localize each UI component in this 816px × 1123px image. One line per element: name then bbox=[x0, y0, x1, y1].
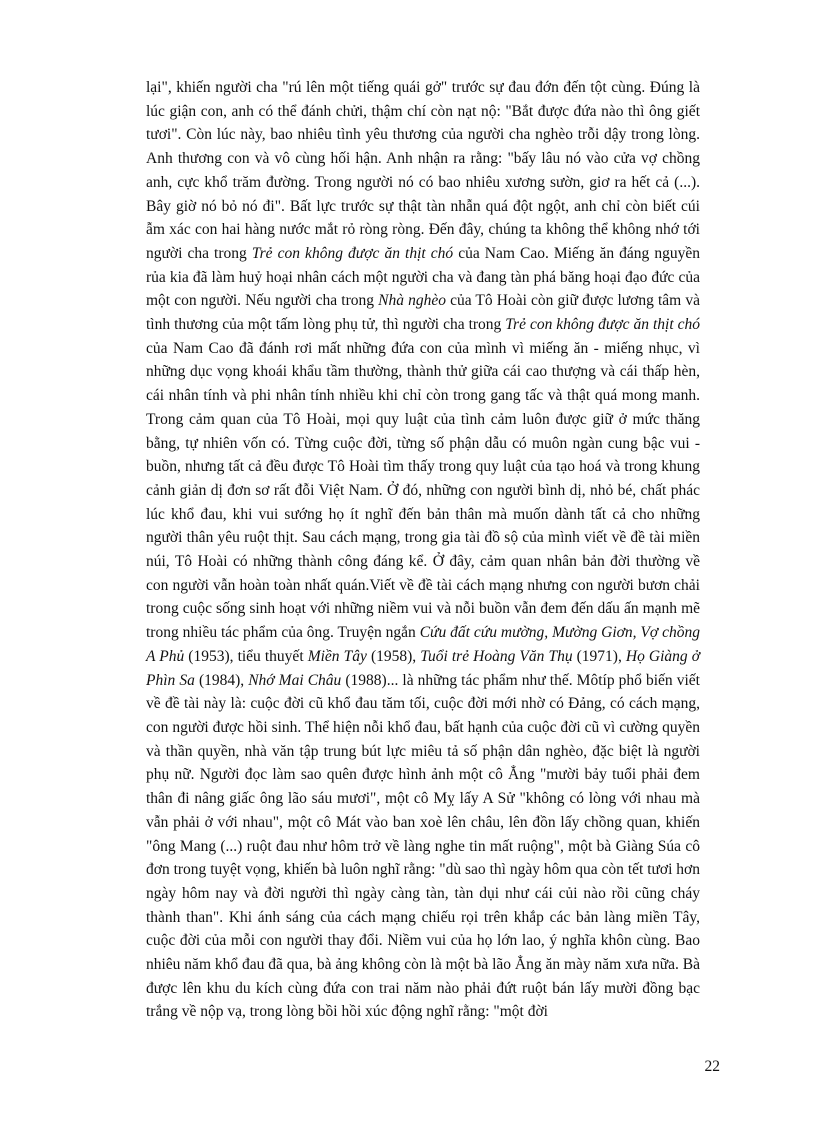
text-run: của Nam Cao đã đánh rơi mất những đứa con của mình vì miếng ăn - miếng nhục, vì những dục vọng khoái khẩu tầm thường, thành thử giữa cái cao thượng và cái thấp hèn, cái nhân tính và phi nhân tính nhiều khi chỉ còn trong gang tấc và thật quá mong manh. Trong cảm quan của Tô Hoài, mọi quy luật của tình cảm luôn được giữ ở mức thăng bằng, tự nhiên vốn có. Từng cuộc đời, từng số phận dẫu có muôn ngàn cung bậc vui - buồn, nhưng tất cả đều được Tô Hoài tìm thấy trong quy luật của tạo hoá và trong khung cảnh giản dị đơn sơ rất đỗi Việt Nam. Ở đó, những con người bình dị, nhỏ bé, chất phác lúc khổ đau, khi vui sướng họ ít nghĩ đến bản thân mà muốn dành tất cả cho những người thân yêu ruột thịt. Sau cách mạng, trong gia tài đồ sộ của mình viết về đề tài miền núi, Tô Hoài có những thành công đáng kể. Ở đây, cảm quan nhân bản đời thường về con người vẫn hoàn toàn nhất quán.Viết về đề tài cách mạng nhưng con người bươn chải trong cuộc sống sinh hoạt với những niềm vui và nỗi buồn vẫn đem đến dấu ấn mạnh mẽ trong nhiều tác phẩm của ông. Truyện ngắn bbox=[146, 339, 700, 642]
text-run: (1971), bbox=[572, 647, 626, 665]
body-paragraph bbox=[146, 76, 700, 1024]
page-number: 22 bbox=[704, 1058, 720, 1075]
work-title: Tuổi trẻ Hoàng Văn Thụ bbox=[420, 647, 573, 665]
work-title: Trẻ con không được ăn thịt chó bbox=[251, 244, 454, 262]
work-title: Nhớ Mai Châu bbox=[248, 671, 342, 689]
text-run: lại", khiến người cha "rú lên một tiếng quái gở" trước sự đau đớn đến tột cùng. Đúng là lúc giận con, anh có thể đánh chửi, thậm chí còn nạt nộ: "Bắt được đứa nào thì ông giết tươi". Còn lúc này, bao nhiêu tình yêu thương của người cha nghèo trỗi dậy trong lòng. Anh thương con và vô cùng hối hận. Anh nhận ra rằng: "bấy lâu nó vào cửa vợ chồng anh, cực khổ trăm đường. Trong người nó có bao nhiêu xương sườn, giơ ra hết cả (...). Bây giờ nó bỏ nó đi". Bất lực trước sự thật tàn nhẫn quá đột ngột, anh chỉ còn biết cúi ẫm xác con hai hàng nước mắt rỏ ròng ròng. Đến đây, chúng ta không thể không nhớ tới người cha trong bbox=[146, 79, 700, 262]
text-run: (1958), bbox=[366, 647, 421, 665]
text-run: (1988)... là những tác phẩm như thế. Môtíp phổ biến viết về đề tài này là: cuộc đời cũ khổ đau tăm tối, cuộc đời mới nhờ có Đảng, có cách mạng, con người được hồi sinh. Thể hiện nỗi khổ đau, bất hạnh của cuộc đời cũ vì cường quyền và thần quyền, nhà văn tập trung bút lực miêu tả số phận dân nghèo, đặc biệt là người phụ nữ. Người đọc làm sao quên được hình ảnh một cô Ẳng "mười bảy tuổi phải đem thân đi nâng giấc ông lão sáu mươi", một cô Mỵ lấy A Sử "không có lòng với nhau mà vẫn phải ở với nhau", một cô Mát vào ban xoè lên châu, lên đồn lấy chồng quan, khiến "ông Mang (...) ruột đau như hôm trở về làng nghe tin mất ruộng", một bà Giàng Súa cô đơn trong tuyệt vọng, khiến bà luôn nghĩ rằng: "dù sao thì ngày hôm qua còn tết tươi hơn ngày hôm nay và đời người thì ngày càng tàn, tàn dụi như cái củi nào rồi cũng cháy thành than". Khi ánh sáng của cách mạng chiếu rọi trên khắp các bản làng miền Tây, cuộc đời của mỗi con người thay đổi. Niềm vui của họ lớn lao, ý nghĩa khôn cùng. Bao nhiêu năm khổ đau đã qua, bà ảng không còn là một bà lão Ẳng ăn mày năm xưa nữa. Bà được lên khu du kích cùng đứa con trai năm nào phải đứt ruột bán lấy mười đồng bạc trắng về nộp vạ, trong lòng bồi hồi xúc động nghĩ rằng: "một đời bbox=[146, 671, 700, 1021]
text-run: của Nam Cao. Miếng ăn đáng nguyền rủa kia đã làm huỷ hoại nhân cách một người cha và đang tàn phá băng hoại đạo đức của một con người. Nếu người cha trong bbox=[146, 244, 700, 310]
body-text bbox=[146, 76, 700, 1024]
text-run: của Tô Hoài còn giữ được lương tâm và tình thương của một tấm lòng phụ tử, thì người cha trong bbox=[146, 292, 700, 334]
work-title: Nhà nghèo bbox=[378, 292, 446, 310]
work-title: Họ Giàng ở Phìn Sa bbox=[146, 647, 701, 689]
work-title: Trẻ con không được ăn thịt chó bbox=[505, 316, 701, 334]
work-title: Cứu đất cứu mường, Mường Giơn, Vợ chồng A Phủ bbox=[146, 624, 700, 665]
text-run: (1984), bbox=[194, 671, 249, 689]
work-title: Miền Tây bbox=[307, 647, 367, 665]
text-run: (1953), tiểu thuyết bbox=[184, 647, 308, 665]
